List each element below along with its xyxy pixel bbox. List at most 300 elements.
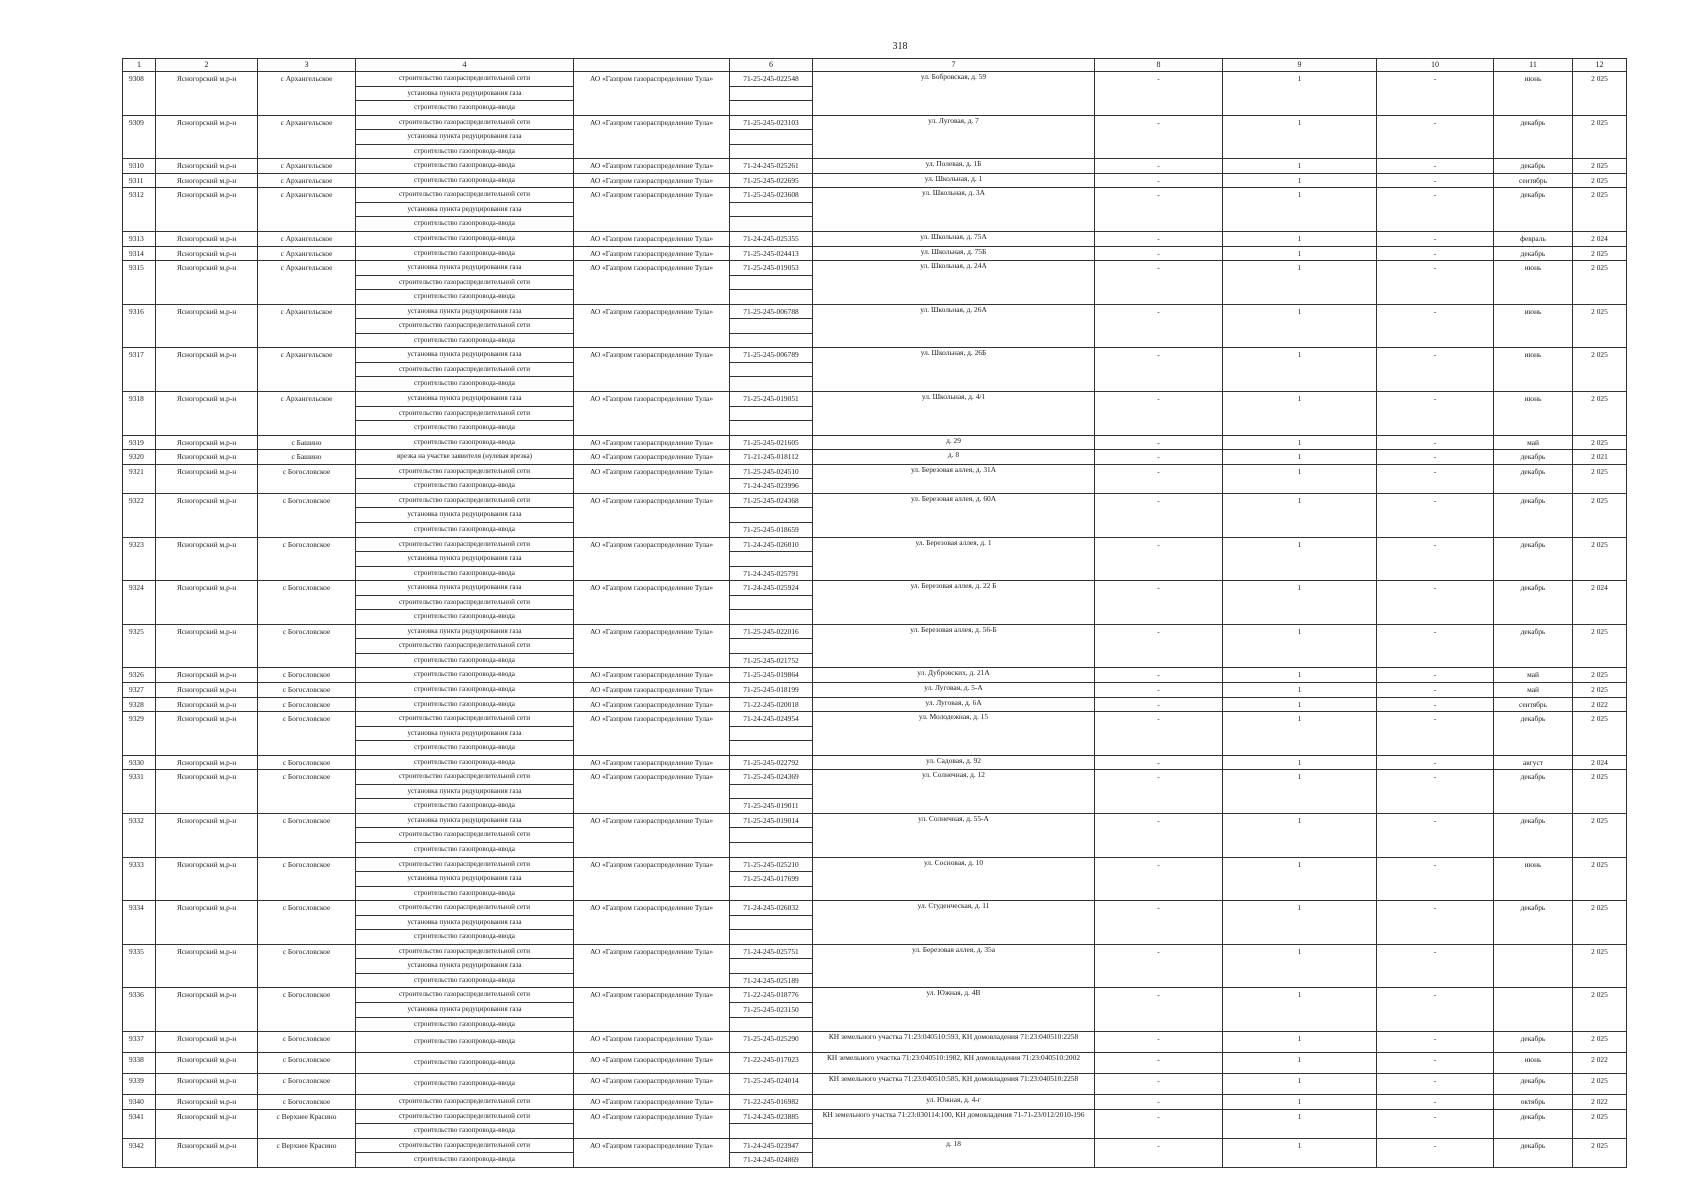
col-9-value: 1	[1223, 72, 1377, 116]
work-type: установка пункта редуцирования газа	[356, 261, 574, 276]
application-code: 71-25-245-025290	[730, 1032, 813, 1053]
col-9-value: 1	[1223, 173, 1377, 188]
month-cell	[1494, 988, 1573, 1032]
col-10-value: -	[1377, 450, 1494, 465]
district-name: Ясногорский м.р-н	[156, 697, 258, 712]
col-9-value: 1	[1223, 392, 1377, 436]
col-10-value: -	[1377, 857, 1494, 901]
record-id: 9319	[123, 435, 156, 450]
address-cell: ул. Южная, д. 4-г	[813, 1095, 1095, 1110]
application-code	[730, 886, 813, 901]
table-body	[123, 72, 1627, 1168]
work-type: строительство газопровода-ввода	[356, 1074, 574, 1095]
table-row	[123, 261, 1627, 276]
table-row	[123, 435, 1627, 450]
year-cell: 2 025	[1573, 624, 1627, 668]
application-code	[730, 86, 813, 101]
table-row	[123, 901, 1627, 916]
col-10-value: -	[1377, 813, 1494, 857]
record-id: 9320	[123, 450, 156, 465]
work-type: строительство газораспределительной сети	[356, 595, 574, 610]
month-cell: май	[1494, 682, 1573, 697]
col-10-value: -	[1377, 159, 1494, 174]
settlement-name: с Архангельское	[258, 392, 356, 436]
application-code	[730, 508, 813, 523]
col-9-value: 1	[1223, 682, 1377, 697]
col-10-value: -	[1377, 1053, 1494, 1074]
col-9-value: 1	[1223, 304, 1377, 348]
application-code	[730, 726, 813, 741]
col-9-value: 1	[1223, 668, 1377, 683]
work-type: строительство газораспределительной сети	[356, 537, 574, 552]
address-cell: ул. Южная, д. 4В	[813, 988, 1095, 1032]
application-code	[730, 362, 813, 377]
settlement-name: с Архангельское	[258, 188, 356, 232]
work-type: строительство газопровода-ввода	[356, 755, 574, 770]
col-8-value: -	[1095, 1074, 1223, 1095]
table-row	[123, 493, 1627, 508]
record-id: 9333	[123, 857, 156, 901]
work-type: строительство газопровода-ввода	[356, 653, 574, 668]
work-type: строительство газопровода-ввода	[356, 930, 574, 945]
record-id: 9315	[123, 261, 156, 305]
column-header: 12	[1573, 59, 1627, 72]
record-id: 9309	[123, 115, 156, 159]
address-cell: ул. Сосновая, д. 10	[813, 857, 1095, 901]
record-id: 9329	[123, 712, 156, 756]
address-cell: ул. Школьная, д. 24А	[813, 261, 1095, 305]
settlement-name: с Архангельское	[258, 173, 356, 188]
application-code	[730, 828, 813, 843]
col-8-value: -	[1095, 1109, 1223, 1138]
col-9-value: 1	[1223, 697, 1377, 712]
organization-name: АО «Газпром газораспределение Тула»	[574, 1138, 730, 1167]
application-code: 71-25-245-019011	[730, 799, 813, 814]
application-code: 71-25-245-006789	[730, 348, 813, 363]
work-type: строительство газопровода-ввода	[356, 232, 574, 247]
month-cell: декабрь	[1494, 901, 1573, 945]
settlement-name: с Богословское	[258, 988, 356, 1032]
work-type: строительство газопровода-ввода	[356, 682, 574, 697]
district-name: Ясногорский м.р-н	[156, 304, 258, 348]
month-cell: сентябрь	[1494, 173, 1573, 188]
year-cell: 2 022	[1573, 697, 1627, 712]
month-cell	[1494, 944, 1573, 988]
col-8-value: -	[1095, 712, 1223, 756]
work-type: строительство газораспределительной сети	[356, 1109, 574, 1124]
table-row	[123, 246, 1627, 261]
col-8-value: -	[1095, 813, 1223, 857]
work-type: строительство газопровода-ввода	[356, 1153, 574, 1168]
address-cell: ул. Садовая, д. 92	[813, 755, 1095, 770]
address-cell: ул. Студенческая, д. 11	[813, 901, 1095, 945]
record-id: 9334	[123, 901, 156, 945]
application-code	[730, 552, 813, 567]
col-10-value: -	[1377, 755, 1494, 770]
record-id: 9311	[123, 173, 156, 188]
application-code: 71-25-245-025210	[730, 857, 813, 872]
work-type: строительство газораспределительной сети	[356, 988, 574, 1003]
address-cell: КН земельного участка 71:23:040510:585, КН домовладения 71:23:040510:2258	[813, 1074, 1095, 1095]
table-row	[123, 1074, 1627, 1095]
column-header: 3	[258, 59, 356, 72]
settlement-name: с Верхнее Красино	[258, 1138, 356, 1167]
address-cell: ул. Школьная, д. 75Б	[813, 246, 1095, 261]
organization-name: АО «Газпром газораспределение Тула»	[574, 1109, 730, 1138]
application-code: 71-22-245-020018	[730, 697, 813, 712]
work-type: строительство газораспределительной сети	[356, 188, 574, 203]
column-header	[574, 59, 730, 72]
col-8-value: -	[1095, 1053, 1223, 1074]
table-row	[123, 668, 1627, 683]
work-type: строительство газопровода-ввода	[356, 668, 574, 683]
application-code: 71-25-245-022792	[730, 755, 813, 770]
month-cell: декабрь	[1494, 712, 1573, 756]
settlement-name: с Богословское	[258, 1053, 356, 1074]
district-name: Ясногорский м.р-н	[156, 173, 258, 188]
work-type: строительство газопровода-ввода	[356, 886, 574, 901]
col-9-value: 1	[1223, 1109, 1377, 1138]
organization-name: АО «Газпром газораспределение Тула»	[574, 944, 730, 988]
settlement-name: с Богословское	[258, 537, 356, 581]
settlement-name: с Богословское	[258, 712, 356, 756]
year-cell: 2 025	[1573, 173, 1627, 188]
column-header: 1	[123, 59, 156, 72]
column-header: 2	[156, 59, 258, 72]
application-code: 71-21-245-018112	[730, 450, 813, 465]
work-type: строительство газораспределительной сети	[356, 493, 574, 508]
col-8-value: -	[1095, 304, 1223, 348]
work-type: строительство газораспределительной сети	[356, 828, 574, 843]
table-row	[123, 1032, 1627, 1053]
record-id: 9317	[123, 348, 156, 392]
settlement-name: с Богословское	[258, 464, 356, 493]
district-name: Ясногорский м.р-н	[156, 770, 258, 814]
col-9-value: 1	[1223, 348, 1377, 392]
work-type: строительство газопровода-ввода	[356, 173, 574, 188]
year-cell: 2 025	[1573, 435, 1627, 450]
year-cell: 2 025	[1573, 304, 1627, 348]
month-cell: декабрь	[1494, 1109, 1573, 1138]
work-type: строительство газопровода-ввода	[356, 101, 574, 116]
application-code: 71-25-245-023103	[730, 115, 813, 130]
application-code: 71-24-245-026032	[730, 901, 813, 916]
col-9-value: 1	[1223, 1138, 1377, 1167]
year-cell: 2 025	[1573, 493, 1627, 537]
year-cell: 2 025	[1573, 261, 1627, 305]
col-9-value: 1	[1223, 988, 1377, 1032]
work-type: строительство газораспределительной сети	[356, 770, 574, 785]
month-cell: декабрь	[1494, 464, 1573, 493]
col-10-value: -	[1377, 232, 1494, 247]
work-type: установка пункта редуцирования газа	[356, 581, 574, 596]
work-type: строительство газопровода-ввода	[356, 377, 574, 392]
table-row	[123, 173, 1627, 188]
work-type: строительство газопровода-ввода	[356, 246, 574, 261]
settlement-name: с Архангельское	[258, 232, 356, 247]
organization-name: АО «Газпром газораспределение Тула»	[574, 159, 730, 174]
month-cell: декабрь	[1494, 813, 1573, 857]
column-header: 8	[1095, 59, 1223, 72]
table-row	[123, 392, 1627, 407]
district-name: Ясногорский м.р-н	[156, 581, 258, 625]
record-id: 9316	[123, 304, 156, 348]
work-type: строительство газораспределительной сети	[356, 406, 574, 421]
table-row	[123, 188, 1627, 203]
work-type: строительство газораспределительной сети	[356, 1095, 574, 1110]
organization-name: АО «Газпром газораспределение Тула»	[574, 1032, 730, 1053]
work-type: установка пункта редуцирования газа	[356, 392, 574, 407]
record-id: 9337	[123, 1032, 156, 1053]
application-code: 71-25-245-024413	[730, 246, 813, 261]
year-cell: 2 025	[1573, 348, 1627, 392]
year-cell: 2 025	[1573, 115, 1627, 159]
application-code: 71-24-245-025791	[730, 566, 813, 581]
col-8-value: -	[1095, 173, 1223, 188]
col-9-value: 1	[1223, 813, 1377, 857]
application-code: 71-24-245-025261	[730, 159, 813, 174]
address-cell: ул. Полевая, д. 1Б	[813, 159, 1095, 174]
work-type: строительство газопровода-ввода	[356, 144, 574, 159]
record-id: 9321	[123, 464, 156, 493]
district-name: Ясногорский м.р-н	[156, 392, 258, 436]
address-cell: ул. Луговая, д. 6А	[813, 697, 1095, 712]
table-row	[123, 813, 1627, 828]
table-row	[123, 682, 1627, 697]
col-8-value: -	[1095, 232, 1223, 247]
district-name: Ясногорский м.р-н	[156, 1053, 258, 1074]
work-type: строительство газопровода-ввода	[356, 421, 574, 436]
month-cell: декабрь	[1494, 770, 1573, 814]
district-name: Ясногорский м.р-н	[156, 537, 258, 581]
district-name: Ясногорский м.р-н	[156, 624, 258, 668]
table-row	[123, 1053, 1627, 1074]
application-code: 71-24-245-025751	[730, 944, 813, 959]
table-row	[123, 697, 1627, 712]
settlement-name: с Богословское	[258, 493, 356, 537]
district-name: Ясногорский м.р-н	[156, 450, 258, 465]
district-name: Ясногорский м.р-н	[156, 857, 258, 901]
table-row	[123, 755, 1627, 770]
col-8-value: -	[1095, 668, 1223, 683]
col-8-value: -	[1095, 246, 1223, 261]
application-code: 71-24-245-023996	[730, 479, 813, 494]
address-cell: ул. Березовая аллея, д. 56-Б	[813, 624, 1095, 668]
organization-name: АО «Газпром газораспределение Тула»	[574, 770, 730, 814]
organization-name: АО «Газпром газораспределение Тула»	[574, 857, 730, 901]
col-8-value: -	[1095, 261, 1223, 305]
col-9-value: 1	[1223, 188, 1377, 232]
work-type: строительство газопровода-ввода	[356, 479, 574, 494]
district-name: Ясногорский м.р-н	[156, 348, 258, 392]
application-code	[730, 319, 813, 334]
settlement-name: с Богословское	[258, 944, 356, 988]
table-row	[123, 464, 1627, 479]
organization-name: АО «Газпром газораспределение Тула»	[574, 813, 730, 857]
year-cell: 2 025	[1573, 668, 1627, 683]
table-row	[123, 944, 1627, 959]
organization-name: АО «Газпром газораспределение Тула»	[574, 173, 730, 188]
year-cell: 2 025	[1573, 1138, 1627, 1167]
application-code	[730, 202, 813, 217]
work-type: строительство газопровода-ввода	[356, 741, 574, 756]
settlement-name: с Богословское	[258, 813, 356, 857]
col-9-value: 1	[1223, 1053, 1377, 1074]
col-9-value: 1	[1223, 435, 1377, 450]
col-10-value: -	[1377, 712, 1494, 756]
table-row	[123, 304, 1627, 319]
work-type: установка пункта редуцирования газа	[356, 959, 574, 974]
record-id: 9331	[123, 770, 156, 814]
col-8-value: -	[1095, 988, 1223, 1032]
col-8-value: -	[1095, 1138, 1223, 1167]
work-type: строительство газопровода-ввода	[356, 799, 574, 814]
organization-name: АО «Газпром газораспределение Тула»	[574, 901, 730, 945]
address-cell: ул. Школьная, д. 26Б	[813, 348, 1095, 392]
settlement-name: с Богословское	[258, 1095, 356, 1110]
address-cell: ул. Луговая, д. 5-А	[813, 682, 1095, 697]
table-row	[123, 624, 1627, 639]
table-row	[123, 581, 1627, 596]
organization-name: АО «Газпром газораспределение Тула»	[574, 697, 730, 712]
work-type: строительство газораспределительной сети	[356, 275, 574, 290]
col-9-value: 1	[1223, 450, 1377, 465]
col-8-value: -	[1095, 392, 1223, 436]
col-10-value: -	[1377, 682, 1494, 697]
address-cell: ул. Дубровских, д. 21А	[813, 668, 1095, 683]
col-8-value: -	[1095, 901, 1223, 945]
col-9-value: 1	[1223, 537, 1377, 581]
year-cell: 2 021	[1573, 450, 1627, 465]
work-type: строительство газопровода-ввода	[356, 290, 574, 305]
col-10-value: -	[1377, 304, 1494, 348]
application-code	[730, 915, 813, 930]
organization-name: АО «Газпром газораспределение Тула»	[574, 581, 730, 625]
col-10-value: -	[1377, 1109, 1494, 1138]
work-type: строительство газопровода-ввода	[356, 1032, 574, 1053]
month-cell: сентябрь	[1494, 697, 1573, 712]
col-10-value: -	[1377, 697, 1494, 712]
col-10-value: -	[1377, 1138, 1494, 1167]
month-cell: август	[1494, 755, 1573, 770]
work-type: строительство газопровода-ввода	[356, 217, 574, 232]
organization-name: АО «Газпром газораспределение Тула»	[574, 392, 730, 436]
address-cell: ул. Школьная, д. 1	[813, 173, 1095, 188]
record-id: 9308	[123, 72, 156, 116]
district-name: Ясногорский м.р-н	[156, 232, 258, 247]
month-cell: июнь	[1494, 261, 1573, 305]
month-cell: декабрь	[1494, 188, 1573, 232]
application-code: 71-25-245-023150	[730, 1003, 813, 1018]
application-code	[730, 610, 813, 625]
application-code: 71-24-245-024954	[730, 712, 813, 727]
settlement-name: с Богословское	[258, 1032, 356, 1053]
month-cell: декабрь	[1494, 537, 1573, 581]
year-cell: 2 025	[1573, 901, 1627, 945]
application-code	[730, 842, 813, 857]
col-9-value: 1	[1223, 464, 1377, 493]
settlement-name: с Архангельское	[258, 261, 356, 305]
organization-name: АО «Газпром газораспределение Тула»	[574, 304, 730, 348]
settlement-name: с Богословское	[258, 581, 356, 625]
application-code	[730, 784, 813, 799]
organization-name: АО «Газпром газораспределение Тула»	[574, 464, 730, 493]
work-type: строительство газораспределительной сети	[356, 639, 574, 654]
organization-name: АО «Газпром газораспределение Тула»	[574, 188, 730, 232]
year-cell: 2 025	[1573, 813, 1627, 857]
month-cell: декабрь	[1494, 1074, 1573, 1095]
table-row	[123, 712, 1627, 727]
col-10-value: -	[1377, 464, 1494, 493]
organization-name: АО «Газпром газораспределение Тула»	[574, 624, 730, 668]
col-8-value: -	[1095, 464, 1223, 493]
col-9-value: 1	[1223, 1032, 1377, 1053]
col-10-value: -	[1377, 1095, 1494, 1110]
application-code: 71-25-245-024510	[730, 464, 813, 479]
address-cell: ул. Березовая аллея, д. 31А	[813, 464, 1095, 493]
month-cell: июнь	[1494, 857, 1573, 901]
application-code: 71-24-245-025189	[730, 973, 813, 988]
application-code	[730, 741, 813, 756]
table-row	[123, 770, 1627, 785]
district-name: Ясногорский м.р-н	[156, 435, 258, 450]
month-cell: май	[1494, 668, 1573, 683]
address-cell: д. 18	[813, 1138, 1095, 1167]
settlement-name: с Богословское	[258, 755, 356, 770]
col-10-value: -	[1377, 668, 1494, 683]
col-8-value: -	[1095, 857, 1223, 901]
organization-name: АО «Газпром газораспределение Тула»	[574, 1053, 730, 1074]
district-name: Ясногорский м.р-н	[156, 1138, 258, 1167]
col-9-value: 1	[1223, 712, 1377, 756]
record-id: 9323	[123, 537, 156, 581]
district-name: Ясногорский м.р-н	[156, 72, 258, 116]
table-row	[123, 232, 1627, 247]
column-header: 7	[813, 59, 1095, 72]
work-type: строительство газораспределительной сети	[356, 464, 574, 479]
application-code: 71-22-245-017023	[730, 1053, 813, 1074]
month-cell: июнь	[1494, 348, 1573, 392]
year-cell: 2 025	[1573, 537, 1627, 581]
month-cell: октябрь	[1494, 1095, 1573, 1110]
month-cell: май	[1494, 435, 1573, 450]
application-code	[730, 217, 813, 232]
col-8-value: -	[1095, 581, 1223, 625]
col-9-value: 1	[1223, 159, 1377, 174]
application-code	[730, 377, 813, 392]
year-cell: 2 025	[1573, 246, 1627, 261]
year-cell: 2 025	[1573, 392, 1627, 436]
address-cell: ул. Березовая аллея, д. 22 Б	[813, 581, 1095, 625]
table-row	[123, 1109, 1627, 1124]
organization-name: АО «Газпром газораспределение Тула»	[574, 537, 730, 581]
district-name: Ясногорский м.р-н	[156, 668, 258, 683]
organization-name: АО «Газпром газораспределение Тула»	[574, 493, 730, 537]
work-type: строительство газопровода-ввода	[356, 1124, 574, 1139]
address-cell: ул. Луговая, д. 7	[813, 115, 1095, 159]
settlement-name: с Архангельское	[258, 72, 356, 116]
application-code: 71-25-245-019014	[730, 813, 813, 828]
organization-name: АО «Газпром газораспределение Тула»	[574, 435, 730, 450]
table-row	[123, 1095, 1627, 1110]
district-name: Ясногорский м.р-н	[156, 988, 258, 1032]
address-cell: ул. Солнечная, д. 55-А	[813, 813, 1095, 857]
application-code: 71-24-245-024869	[730, 1153, 813, 1168]
year-cell: 2 024	[1573, 232, 1627, 247]
record-id: 9310	[123, 159, 156, 174]
col-10-value: -	[1377, 770, 1494, 814]
work-type: установка пункта редуцирования газа	[356, 86, 574, 101]
